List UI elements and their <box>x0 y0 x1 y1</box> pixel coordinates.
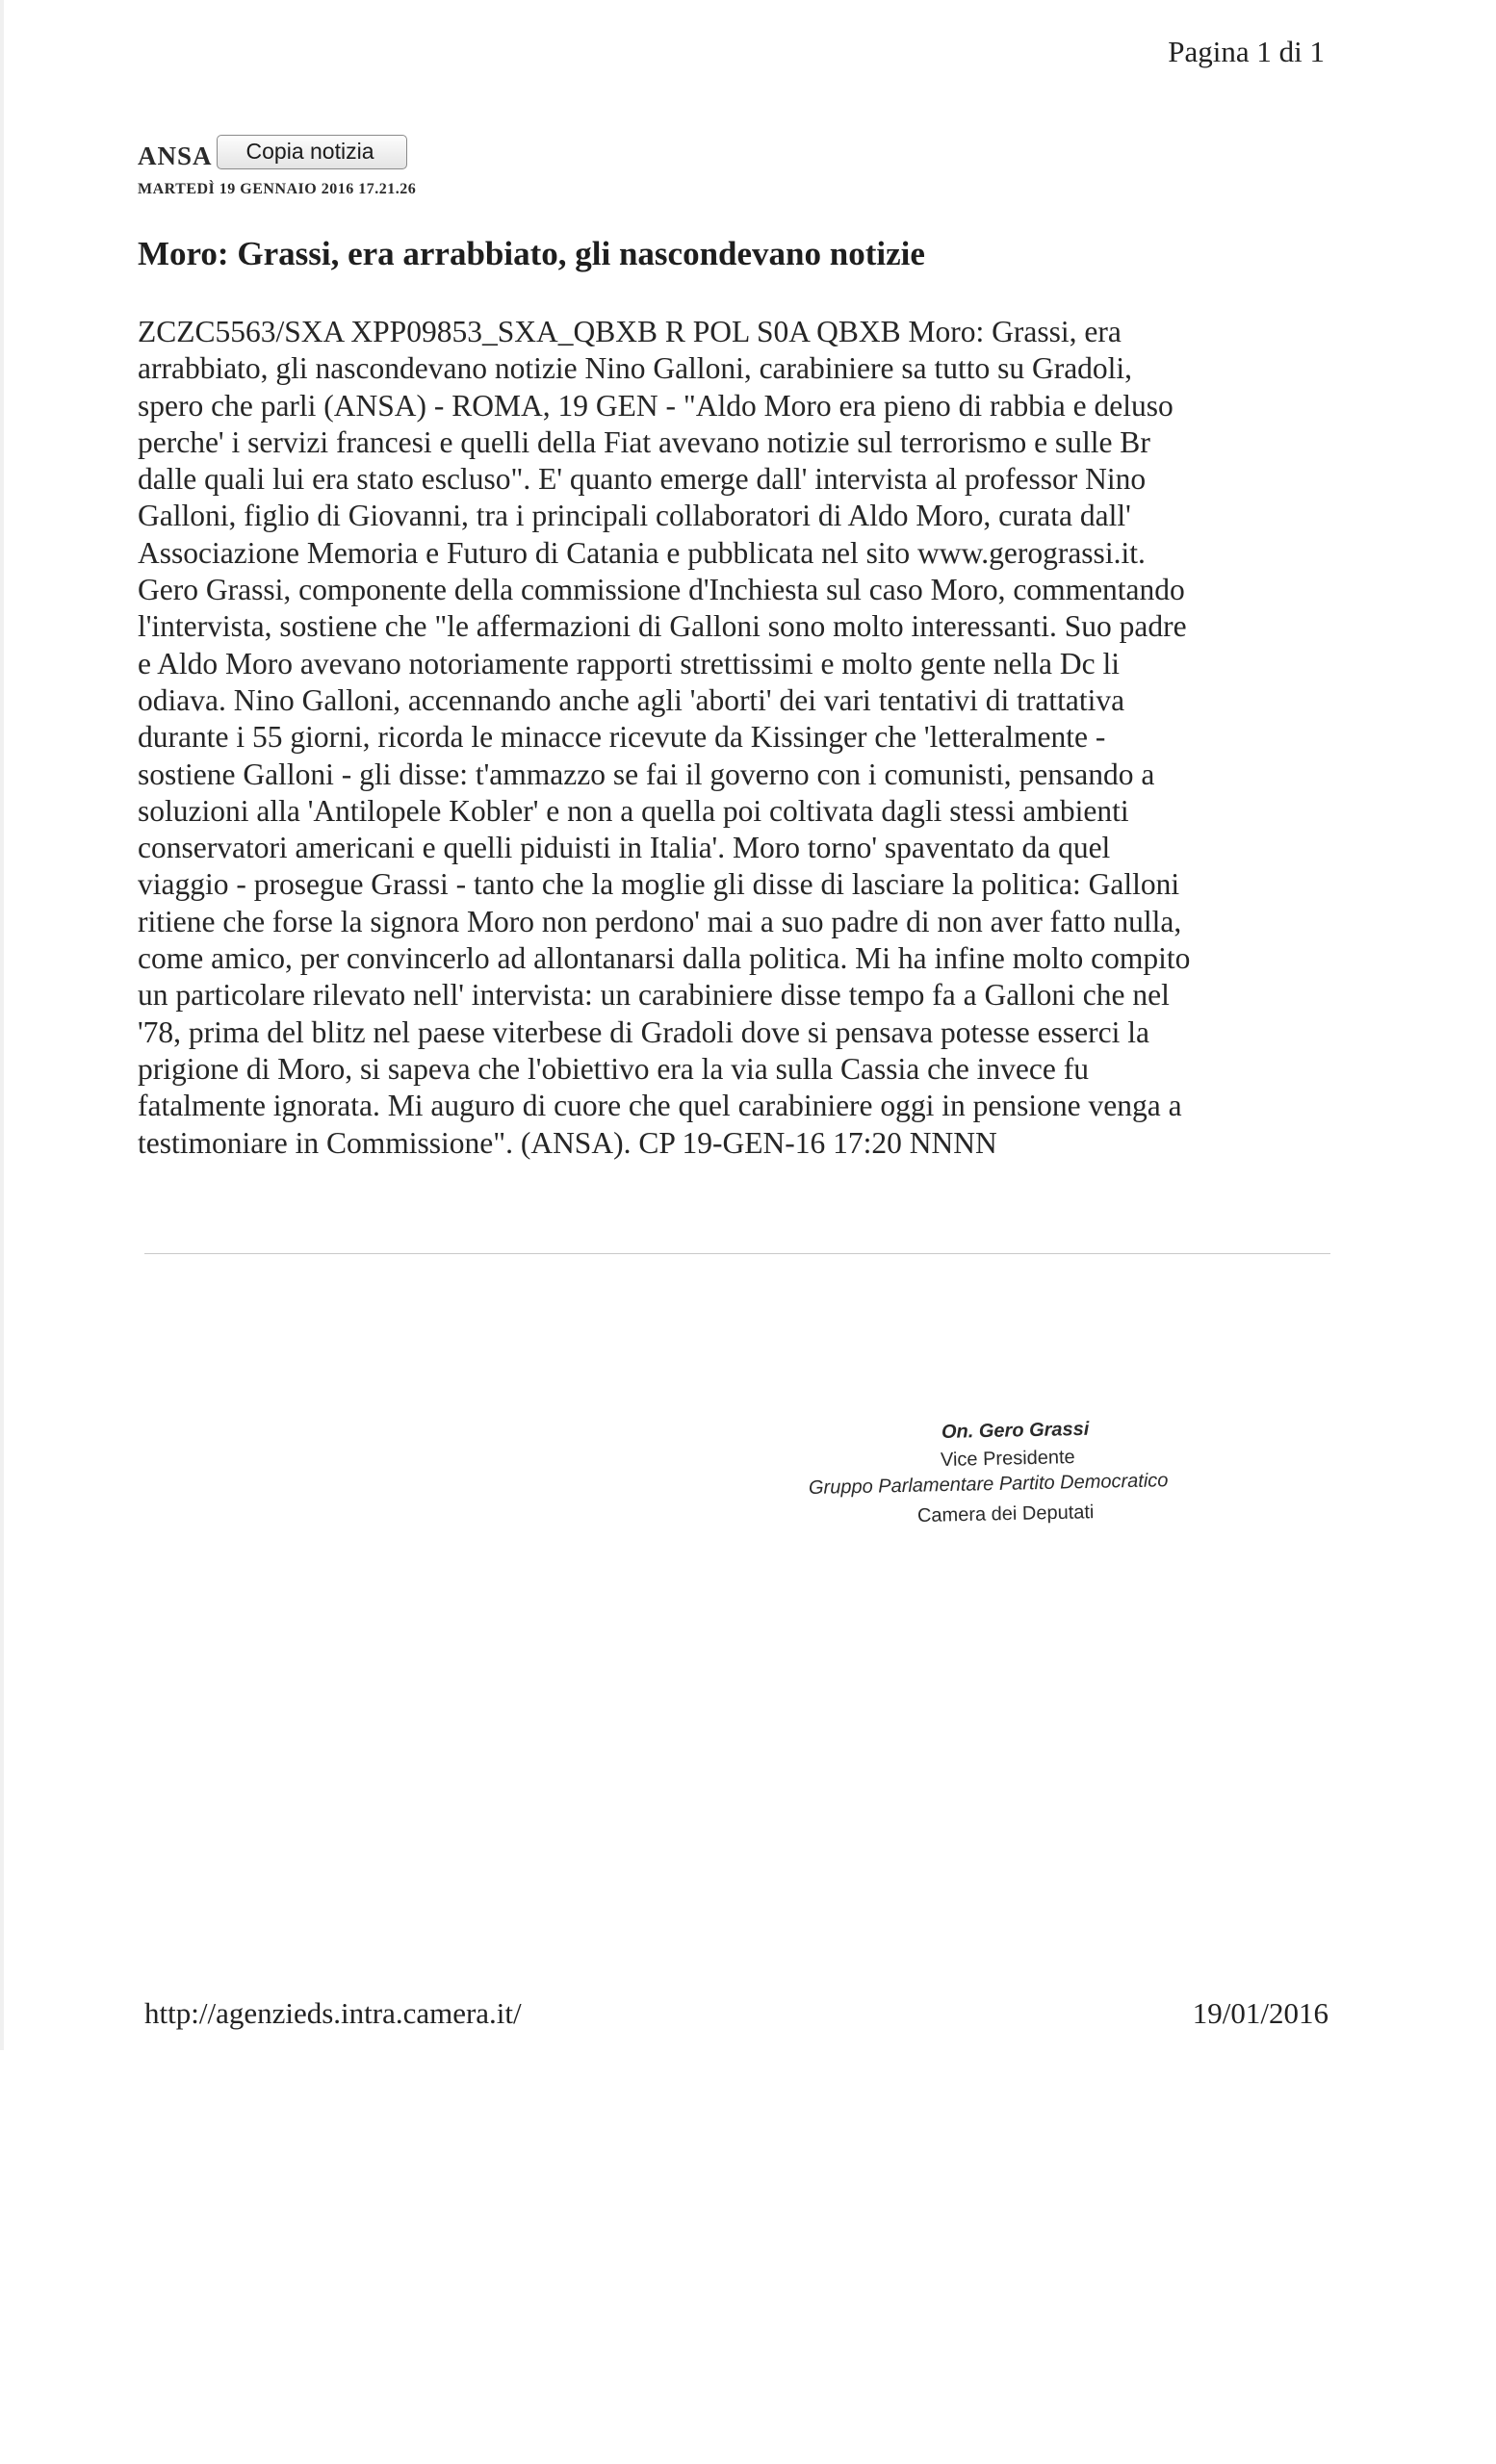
divider <box>144 1253 1330 1254</box>
article-headline: Moro: Grassi, era arrabbiato, gli nascondevano notizie <box>138 235 925 272</box>
footer-date: 19/01/2016 <box>1192 1996 1328 2030</box>
agency-label: ANSA <box>138 141 213 170</box>
stamp-role: Vice Presidente <box>940 1447 1075 1471</box>
signature-stamp <box>789 1419 1242 1530</box>
copy-news-button[interactable]: Copia notizia <box>217 135 408 169</box>
stamp-name: On. Gero Grassi <box>941 1418 1090 1443</box>
scan-edge <box>0 0 4 2050</box>
source-row <box>138 135 407 169</box>
page-number: Pagina 1 di 1 <box>1168 35 1325 68</box>
article-body: ZCZC5563/SXA XPP09853_SXA_QBXB R POL S0A QBXB Moro: Grassi, era arrabbiato, gli nascondevano notizie Nino Galloni, carabiniere sa tutto su Gradoli, spero che parli (ANSA) - ROMA, 19 GEN - "Aldo Moro era pieno di rabbia e deluso perche' i servizi francesi e quelli della Fiat avevano notizie sul terrorismo e sulle Br dalle quali lui era stato escluso". E' quanto emerge dall' intervista al professor Nino Galloni, figlio di Giovanni, tra i principali collaboratori di Aldo Moro, curata dall' Associazione Memoria e Futuro di Catania e pubblicata nel sito www.gerograssi.it. Gero Grassi, componente della commissione d'Inchiesta sul caso Moro, commentando l'intervista, sostiene che "le affermazioni di Galloni sono molto interessanti. Suo padre e Aldo Moro avevano notoriamente rapporti strettissimi e molto gente nella Dc li odiava. Nino Galloni, accennando anche agli 'aborti' dei vari tentativi di trattativa durante i 55 giorni, ricorda le minacce ricevute da Kissinger che 'letteralmente - sostiene Galloni - gli disse: t'ammazzo se fai il governo con i comunisti, pensando a soluzioni alla 'Antilopele Kobler' e non a quella poi coltivata dagli stessi ambienti conservatori americani e quelli piduisti in Italia'. Moro torno' spaventato da quel viaggio - prosegue Grassi - tanto che la moglie gli disse di lasciare la politica: Galloni ritiene che forse la signora Moro non perdono' mai a suo padre di non aver fatto nulla, come amico, per convincerlo ad allontanarsi dalla politica. Mi ha infine molto compito un particolare rilevato nell' intervista: un carabiniere disse tempo fa a Galloni che nel '78, prima del blitz nel paese viterbese di Gradoli dove si pensava potesse esserci la prigione di Moro, si sapeva che l'obiettivo era la via sulla Cassia che invece fu fatalmente ignorata. Mi auguro di cuore che quel carabiniere oggi in pensione venga a testimoniare in Commissione". (ANSA). CP 19-GEN-16 17:20 NNNN <box>138 315 1191 1160</box>
footer-url: http://agenzieds.intra.camera.it/ <box>144 1996 522 2030</box>
stamp-chamber: Camera dei Deputati <box>916 1502 1095 1527</box>
stamp-group: Gruppo Parlamentare Partito Democratico <box>808 1470 1169 1499</box>
publication-datetime: MARTEDÌ 19 GENNAIO 2016 17.21.26 <box>138 181 417 197</box>
